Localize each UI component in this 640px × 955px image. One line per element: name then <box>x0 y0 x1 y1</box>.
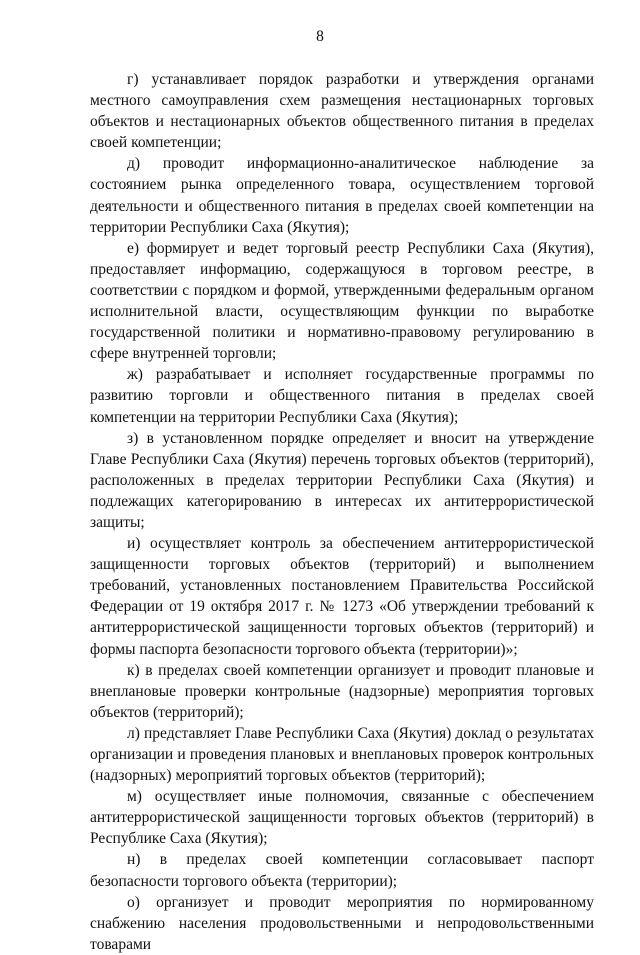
paragraph-m: м) осуществляет иные полномочия, связанные с обеспечением антитеррористической защищенности торговых объектов (территорий) в Республике Саха (Якутия); <box>90 788 594 848</box>
paragraph-z: з) в установленном порядке определяет и вносит на утверждение Главе Республики Саха (Якутия) перечень торговых объектов (территорий), расположенных в пределах территории Республики Саха (Якутия) и подлежащих категорированию в интересах их антитеррористической защиты; <box>90 429 594 531</box>
paragraph-n: н) в пределах своей компетенции согласовывает паспорт безопасности торгового объекта (территории); <box>90 851 594 890</box>
document-body <box>90 69 594 955</box>
paragraph-d: д) проводит информационно-аналитическое наблюдение за состоянием рынка определенного товара, осуществлением торговой деятельности и общественного питания в пределах своей компетенции на территории Республики Саха (Якутия); <box>90 155 594 236</box>
paragraph-g: г) устанавливает порядок разработки и утверждения органами местного самоуправления схем размещения нестационарных торговых объектов и нестационарных объектов общественного питания в пределах своей компетенции; <box>90 71 594 152</box>
paragraph-e: е) формирует и ведет торговый реестр Республики Саха (Якутия), предоставляет информацию, содержащуюся в торговом реестре, в соответствии с порядком и формой, утвержденными федеральным органом исполнительной власти, осуществляющим функции по выработке государственной политики и нормативно-правовому регулированию в сфере внутренней торговли; <box>90 239 594 363</box>
page-number: 8 <box>316 28 324 45</box>
paragraph-zh: ж) разрабатывает и исполняет государственные программы по развитию торговли и общественного питания в пределах своей компетенции на территории Республики Саха (Якутия); <box>90 366 594 426</box>
paragraph-l: л) представляет Главе Республики Саха (Якутия) доклад о результатах организации и проведения плановых и внеплановых проверок контрольных (надзорных) мероприятий торговых объектов (территорий); <box>90 724 594 785</box>
paragraph-i: и) осуществляет контроль за обеспечением антитеррористической защищенности торговых объектов (территорий) и выполнением требований, установленных постановлением Правительства Российской Федерации от 19 октября 2017 г. № 1273 «Об утверждении требований к антитеррористической защищенности торговых объектов (территорий) и формы паспорта безопасности торгового объекта (территории)»; <box>90 535 594 658</box>
paragraph-k: к) в пределах своей компетенции организует и проводит плановые и внеплановые проверки контрольные (надзорные) мероприятия торговых объектов (территорий); <box>90 661 594 721</box>
paragraph-o: о) организует и проводит мероприятия по нормированному снабжению населения продовольственными и непродовольственными товарами <box>90 893 594 953</box>
